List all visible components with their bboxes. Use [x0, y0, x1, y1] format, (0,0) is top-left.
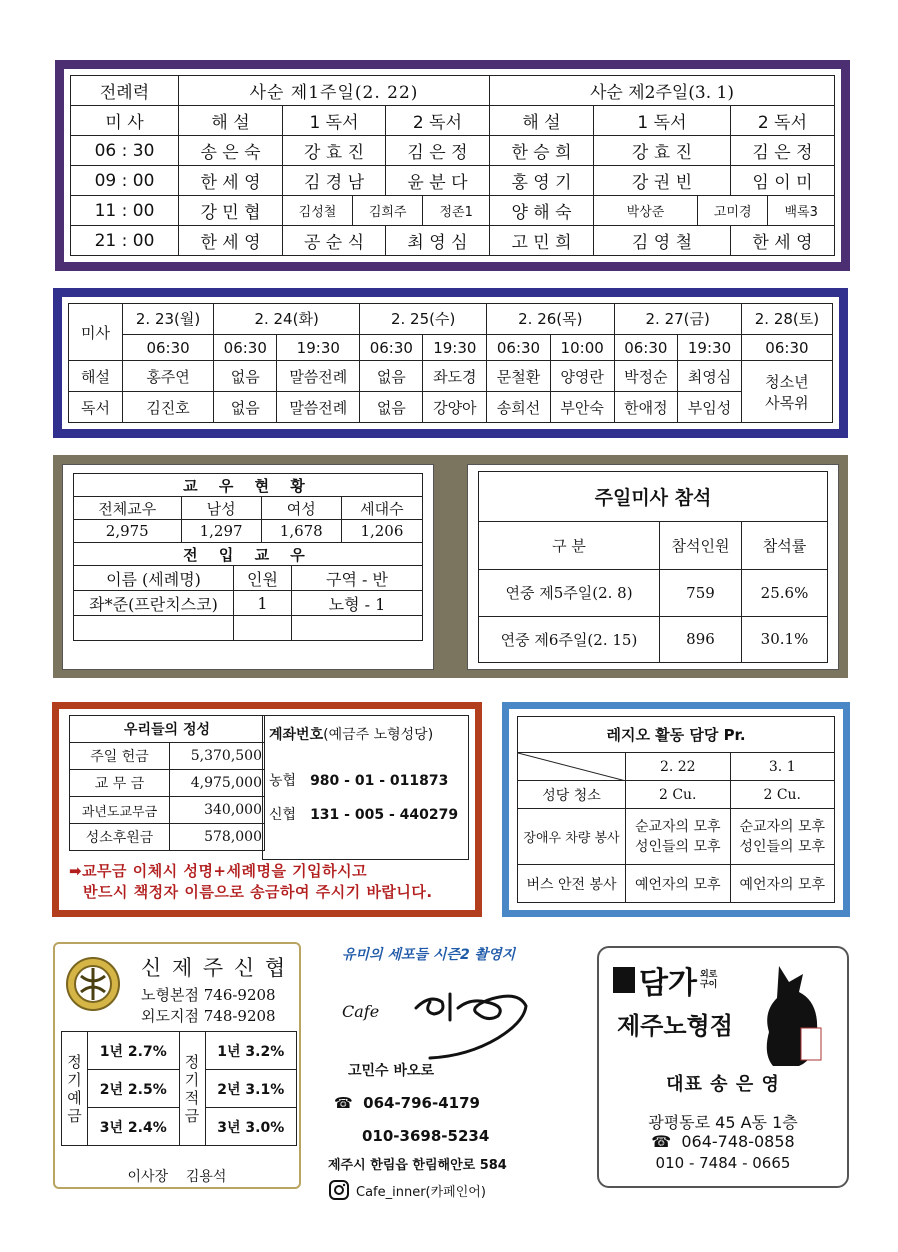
- mass-time: 11 : 00: [71, 196, 179, 226]
- day-header: 2. 27(금): [614, 304, 741, 335]
- week1-commentary-header: 해 설: [179, 106, 283, 136]
- rate-cell: 1년 3.2%: [205, 1032, 297, 1070]
- name-cell: 문철환: [487, 361, 551, 392]
- name-cell: 좌도경: [423, 361, 487, 392]
- mass-time: 21 : 00: [71, 226, 179, 256]
- name-cell: 최영심: [678, 361, 742, 392]
- name-cell: 박상준: [593, 196, 697, 226]
- mass-time: 06 : 30: [71, 136, 179, 166]
- name-cell: 강 민 협: [179, 196, 283, 226]
- time-cell: 06:30: [614, 334, 678, 361]
- legio-section: [502, 702, 850, 917]
- chairman: 이사장 김용석: [127, 1169, 227, 1185]
- members-value: 2,975: [74, 520, 182, 543]
- attendance-count: 896: [660, 616, 742, 663]
- transfer-header: 이름 (세례명): [74, 566, 234, 591]
- legio-group: 2 Cu.: [730, 781, 835, 809]
- name-cell: 김성철: [283, 196, 353, 226]
- cafe-instagram: [328, 1179, 486, 1201]
- legio-group: 순교자의 모후 성인들의 모후: [730, 809, 835, 865]
- transfer-title: 전 입 교 우: [74, 543, 423, 566]
- instagram-handle: Cafe_inner(카페인어): [356, 1184, 486, 1200]
- reading-label: 독서: [69, 392, 123, 423]
- cafe-address: 제주시 한림읍 한림해안로 584: [328, 1158, 507, 1173]
- name-cell: 김희주: [353, 196, 423, 226]
- brand-logo-icon: [613, 967, 635, 993]
- credit-union-logo-icon: [65, 956, 121, 1016]
- table-row: [71, 196, 835, 226]
- week1-reading1-header: 1 독서: [283, 106, 386, 136]
- empty-cell: [74, 616, 234, 641]
- time-cell: 06:30: [487, 334, 551, 361]
- bank-account-box: [262, 715, 469, 860]
- time-cell: 06:30: [360, 334, 423, 361]
- legio-group: 순교자의 모후 성인들의 모후: [626, 809, 731, 865]
- time-cell: 06:30: [214, 334, 277, 361]
- offering-value: 5,370,500: [170, 743, 265, 770]
- name-cell: 송 은 숙: [179, 136, 283, 166]
- day-header: 2. 25(수): [360, 304, 487, 335]
- weekday-schedule-table: [68, 303, 833, 423]
- restaurant-phone: ☎ 064-748-0858: [651, 1132, 795, 1151]
- cafe-phone: ☎ 064-796-4179: [334, 1094, 480, 1112]
- diagonal-cell: [518, 753, 626, 781]
- cafe-script-logo-icon: [338, 972, 558, 1062]
- attendance-header: 구 분: [479, 522, 660, 570]
- name-cell: 한애정: [614, 392, 678, 423]
- mass-time: 09 : 00: [71, 166, 179, 196]
- week2-reading1-header: 1 독서: [593, 106, 730, 136]
- offerings-title: 우리들의 정성: [70, 716, 265, 743]
- cafe-ad: [320, 942, 572, 1207]
- installment-label: 정 기 적 금: [179, 1032, 205, 1146]
- name-cell: 박정순: [614, 361, 678, 392]
- rate-cell: 2년 2.5%: [88, 1070, 180, 1108]
- attendance-label: 연중 제6주일(2. 15): [479, 616, 660, 663]
- legio-group: 예언자의 모후: [730, 865, 835, 903]
- members-table: [73, 473, 423, 566]
- transfer-header: 구역 - 반: [292, 566, 423, 591]
- members-panel: [62, 464, 434, 670]
- name-cell: 윤 분 다: [385, 166, 489, 196]
- members-value: 1,297: [181, 520, 261, 543]
- week1-reading2-header: 2 독서: [385, 106, 489, 136]
- attendance-title: 주일미사 참석: [479, 472, 828, 522]
- members-value: 1,206: [341, 520, 422, 543]
- transfer-header: 인원: [234, 566, 292, 591]
- members-header: 전체교우: [74, 497, 182, 520]
- diagonal-line-icon: [518, 753, 626, 781]
- week2-commentary-header: 해 설: [489, 106, 593, 136]
- sunday-schedule-table: [70, 75, 835, 256]
- legio-table: [517, 716, 835, 903]
- weekday-mass-schedule: [53, 288, 848, 438]
- members-header: 여성: [261, 497, 341, 520]
- bank-name: 신협: [269, 807, 297, 823]
- name-cell: 김 은 정: [385, 136, 489, 166]
- name-cell: 부임성: [678, 392, 742, 423]
- name-cell: 없음: [214, 392, 277, 423]
- name-cell: 정존1: [423, 196, 490, 226]
- notice-line: 반드시 책정자 이름으로 송금하여 주시기 바랍니다.: [83, 883, 433, 901]
- attendance-header: 참석률: [742, 522, 828, 570]
- restaurant-owner: 대표 송 은 영: [666, 1074, 780, 1095]
- attendance-table: [478, 471, 828, 663]
- name-cell: 한 승 희: [489, 136, 593, 166]
- attendance-rate: 30.1%: [742, 616, 828, 663]
- name-cell: 말씀전례: [277, 392, 360, 423]
- offering-label: 과년도교무금: [70, 797, 170, 824]
- members-title: 교 우 현 황: [74, 474, 423, 497]
- offering-value: 578,000: [170, 824, 265, 851]
- account-title: 계좌번호: [269, 727, 324, 743]
- transfer-name: 좌*준(프란치스코): [74, 591, 234, 616]
- pig-silhouette-icon: [759, 962, 829, 1072]
- name-cell: 최 영 심: [385, 226, 489, 256]
- time-cell: 06:30: [741, 334, 832, 361]
- offering-label: 주일 헌금: [70, 743, 170, 770]
- rate-cell: 3년 3.0%: [205, 1108, 297, 1146]
- day-header: 2. 28(토): [741, 304, 832, 335]
- name-cell: 한 세 영: [179, 166, 283, 196]
- name-cell: 강 효 진: [593, 136, 730, 166]
- offerings-table: [69, 715, 265, 851]
- name-cell: 없음: [360, 361, 423, 392]
- attendance-rate: 25.6%: [742, 570, 828, 617]
- rate-cell: 2년 3.1%: [205, 1070, 297, 1108]
- table-row: [71, 226, 835, 256]
- transfer-table: [73, 565, 423, 641]
- savings-label: 정 기 예 금: [62, 1032, 88, 1146]
- credit-union-name: 신 제 주 신 협: [141, 956, 288, 980]
- branch-phone: 노형본점 746-9208: [141, 986, 276, 1004]
- name-cell: 강양아: [423, 392, 487, 423]
- sunday-liturgy-schedule: [55, 60, 850, 271]
- name-cell: 백록3: [768, 196, 835, 226]
- name-cell: 공 순 식: [283, 226, 386, 256]
- offering-value: 4,975,000: [170, 770, 265, 797]
- time-cell: 10:00: [550, 334, 614, 361]
- bank-name: 농협: [269, 773, 297, 789]
- restaurant-brand: [613, 958, 717, 1002]
- name-cell: 김 영 철: [593, 226, 730, 256]
- empty-cell: [292, 616, 423, 641]
- name-cell: 송희선: [487, 392, 551, 423]
- instagram-icon: [328, 1179, 350, 1201]
- week2-reading2-header: 2 독서: [730, 106, 834, 136]
- members-value: 1,678: [261, 520, 341, 543]
- restaurant-ad: [597, 946, 849, 1188]
- attendance-label: 연중 제5주일(2. 8): [479, 570, 660, 617]
- liturgy-calendar-header: 전례력: [71, 76, 179, 106]
- name-cell: 임 이 미: [730, 166, 834, 196]
- credit-union-info: [141, 952, 287, 1026]
- legio-date: 2. 22: [626, 753, 731, 781]
- table-row: [71, 136, 835, 166]
- account-number: 131 - 005 - 440279: [310, 807, 459, 823]
- name-cell: 고 민 희: [489, 226, 593, 256]
- legio-duty: 버스 안전 봉사: [518, 865, 626, 903]
- legio-group: 2 Cu.: [626, 781, 731, 809]
- brand-small: 외로 구이: [699, 970, 718, 990]
- transfer-notice: [69, 861, 433, 903]
- legio-group: 예언자의 모후: [626, 865, 731, 903]
- credit-union-ad: [53, 942, 301, 1189]
- rates-table: [61, 1031, 297, 1146]
- attendance-panel: [467, 464, 839, 670]
- day-header: 2. 24(화): [214, 304, 360, 335]
- restaurant-address: 광평동로 45 A동 1층: [648, 1113, 798, 1132]
- time-cell: 06:30: [123, 334, 214, 361]
- week1-header: 사순 제1주일(2. 22): [179, 76, 490, 106]
- name-cell: 강 효 진: [283, 136, 386, 166]
- name-cell: 한 세 영: [730, 226, 834, 256]
- attendance-count: 759: [660, 570, 742, 617]
- offerings-section: [52, 702, 482, 917]
- table-row: [71, 166, 835, 196]
- account-holder: (예금주 노형성당): [323, 727, 434, 743]
- week2-header: 사순 제2주일(3. 1): [489, 76, 834, 106]
- day-header: 2. 26(목): [487, 304, 614, 335]
- name-cell: 김 경 남: [283, 166, 386, 196]
- mass-header: 미 사: [71, 106, 179, 136]
- offering-label: 성소후원금: [70, 824, 170, 851]
- mass-label: 미사: [69, 304, 123, 361]
- legio-date: 3. 1: [730, 753, 835, 781]
- name-cell: 홍주연: [123, 361, 214, 392]
- name-cell: 말씀전례: [277, 361, 360, 392]
- transfer-count: 1: [234, 591, 292, 616]
- time-cell: 19:30: [678, 334, 742, 361]
- cafe-mobile: 010-3698-5234: [362, 1127, 490, 1145]
- restaurant-mobile: 010 - 7484 - 0665: [655, 1154, 791, 1172]
- name-cell: 양 해 숙: [489, 196, 593, 226]
- cafe-owner: 고민수 바오로: [348, 1063, 435, 1079]
- legio-title: 레지오 활동 담당 Pr.: [518, 717, 835, 753]
- members-header: 세대수: [341, 497, 422, 520]
- name-cell: 고미경: [698, 196, 768, 226]
- restaurant-branch: 제주노형점: [617, 1012, 733, 1040]
- legio-duty: 장애우 차량 봉사: [518, 809, 626, 865]
- name-cell: 김진호: [123, 392, 214, 423]
- legio-duty: 성당 청소: [518, 781, 626, 809]
- name-cell: 양영란: [550, 361, 614, 392]
- name-cell: 김 은 정: [730, 136, 834, 166]
- attendance-header: 참석인원: [660, 522, 742, 570]
- brand-name: 담가: [639, 966, 697, 1001]
- name-cell: 없음: [360, 392, 423, 423]
- offering-label: 교 무 금: [70, 770, 170, 797]
- name-cell: 홍 영 기: [489, 166, 593, 196]
- branch-phone: 외도지점 748-9208: [141, 1007, 276, 1025]
- members-header: 남성: [181, 497, 261, 520]
- account-number: 980 - 01 - 011873: [310, 773, 449, 789]
- rate-cell: 1년 2.7%: [88, 1032, 180, 1070]
- name-cell: 한 세 영: [179, 226, 283, 256]
- name-cell: 없음: [214, 361, 277, 392]
- time-cell: 19:30: [277, 334, 360, 361]
- cafe-logo-text: Cafe: [342, 1002, 380, 1021]
- empty-cell: [234, 616, 292, 641]
- cafe-logo: [338, 972, 558, 1062]
- offering-value: 340,000: [170, 797, 265, 824]
- name-cell: 부안숙: [550, 392, 614, 423]
- commentary-label: 해설: [69, 361, 123, 392]
- transfer-district: 노형 - 1: [292, 591, 423, 616]
- notice-line: ➡교무금 이체시 성명+세례명을 기입하시고: [69, 862, 368, 880]
- cafe-headline: 유미의 세포들 시즌2 촬영지: [342, 947, 516, 963]
- name-cell: 강 권 빈: [593, 166, 730, 196]
- rate-cell: 3년 2.4%: [88, 1108, 180, 1146]
- day-header: 2. 23(월): [123, 304, 214, 335]
- parish-stats-section: [53, 455, 848, 678]
- time-cell: 19:30: [423, 334, 487, 361]
- saturday-note: 청소년 사목위: [741, 361, 832, 423]
